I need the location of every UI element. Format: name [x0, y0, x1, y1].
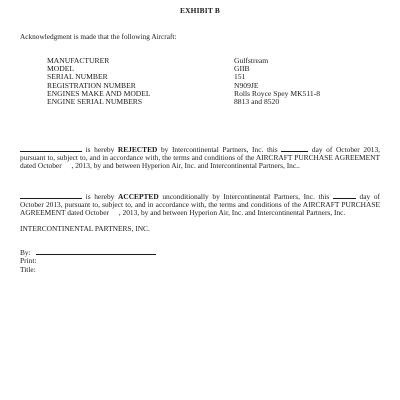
paragraph-text: day of October 2013, pursuant to, subject to, and in accordance with, the terms and conditions of the AIRCRAFT PURCHASE AGREEMENT dated October	[20, 192, 380, 217]
spec-row	[47, 98, 320, 106]
date-blank	[64, 162, 72, 168]
paragraph-text: is hereby	[82, 192, 119, 201]
paragraph-text: is hereby	[82, 145, 118, 154]
spec-value: GIIB	[234, 64, 250, 74]
paragraph-text: by Intercontinental Partners, Inc. this	[157, 145, 282, 154]
paragraph-text: unconditionally by Intercontinental Partners, Inc. this	[158, 192, 333, 201]
day-blank	[281, 145, 308, 152]
acknowledgment-intro: Acknowledgment is made that the following Aircraft:	[20, 32, 177, 41]
exhibit-title: EXHIBIT B	[179, 6, 221, 15]
by-label: By:	[20, 248, 31, 257]
spec-row	[47, 57, 320, 65]
aircraft-blank	[20, 145, 82, 152]
rejected-emphasis: REJECTED	[117, 145, 158, 154]
paragraph-text: day of October 2013, pursuant to, subject to, and in accordance with, the terms and conditions of the AIRCRAFT PURCHASE AGREEMENT dated October	[20, 145, 380, 170]
spec-value: Rolls Royce Spey MK511-8	[234, 88, 320, 98]
rejection-paragraph	[20, 145, 380, 169]
aircraft-specs	[47, 57, 320, 106]
signature-by-row	[20, 248, 156, 257]
spec-label: ENGINES MAKE AND MODEL	[47, 88, 151, 98]
print-label: Print:	[20, 256, 37, 266]
spec-value: Gulfstream	[234, 56, 269, 65]
day-blank	[333, 192, 356, 199]
date-blank	[111, 209, 119, 215]
title-label: Title:	[20, 264, 36, 274]
spec-value: N909JE	[234, 80, 259, 90]
accepted-emphasis: ACCEPTED	[118, 192, 159, 201]
spec-label: SERIAL NUMBER	[47, 72, 108, 82]
spec-label: MANUFACTURER	[47, 56, 110, 65]
spec-value: 151	[234, 72, 246, 82]
acceptance-paragraph	[20, 192, 380, 216]
paragraph-text: , 2013, by and between Hyperion Air, Inc. and Intercontinental Partners, Inc.	[118, 207, 346, 217]
paragraph-text: , 2013, by and between Hyperion Air, Inc. and Intercontinental Partners, Inc..	[71, 160, 300, 170]
spec-label: ENGINE SERIAL NUMBERS	[47, 96, 143, 106]
company-name: INTERCONTINENTAL PARTNERS, INC.	[20, 224, 150, 233]
aircraft-blank	[20, 192, 82, 199]
signature-line	[36, 248, 156, 255]
spec-label: REGISTRATION NUMBER	[47, 80, 136, 90]
signature-block	[20, 248, 156, 274]
spec-label: MODEL	[47, 64, 74, 74]
spec-value: 8813 and 8520	[234, 96, 280, 106]
